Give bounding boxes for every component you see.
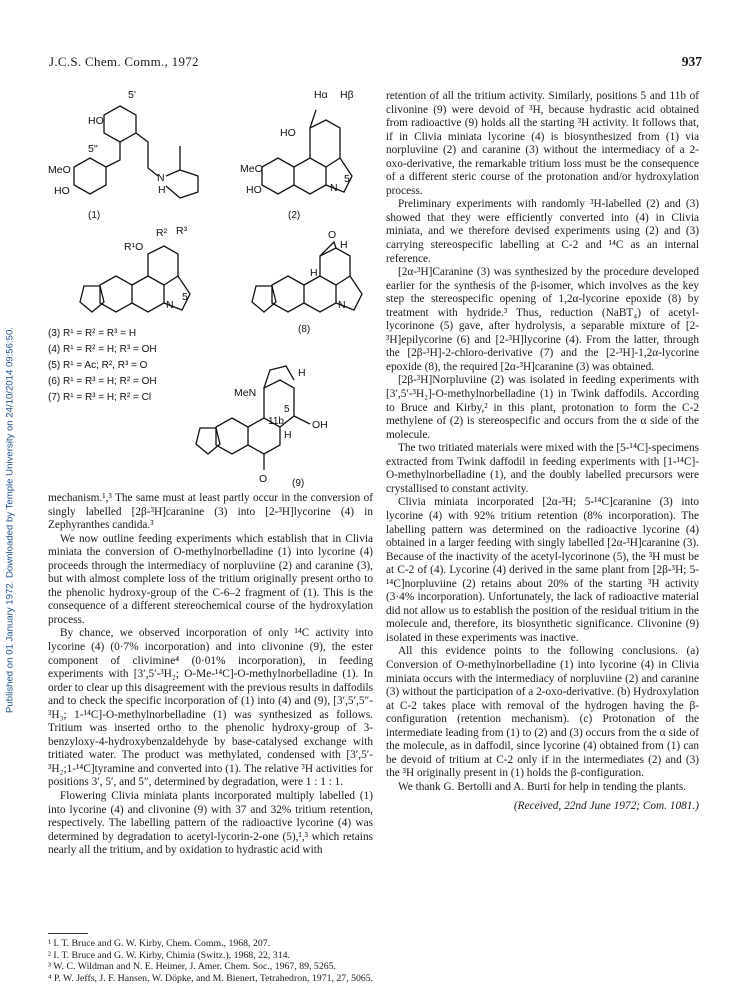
paragraph: Flowering Clivia miniata plants incorporated multiply labelled (1) into lycorine (4) and clivonine (9) with 37 and 32% tritium retention, respectively. The labelling pattern of the radioactive lycorine (4) was determined by degradation to acetyl-lycorin-2-one (5),¹,³ which retains nearly all the tritium, and by oxidation to hydrastic acid with (48, 790, 373, 857)
legend-line-4: (4) R¹ = R² = H; R³ = OH (48, 344, 157, 355)
label-meo-2: MeO (240, 163, 263, 175)
label-o-9: O (259, 473, 268, 485)
label-n-8: N (338, 299, 346, 311)
legend-line-7: (7) R¹ = R³ = H; R² = Cl (48, 392, 152, 403)
legend-line-3: (3) R¹ = R² = R³ = H (48, 328, 137, 339)
footnote-rule (48, 933, 88, 934)
label-h-9: H (298, 367, 306, 379)
page-number: 937 (681, 54, 702, 69)
label-n-3: N (166, 299, 174, 311)
paragraph: All this evidence points to the following conclusions. (a) Conversion of O-methylnorbelladine (1) into lycorine (4) in Clivia miniata occurs with the intermediacy of norpluviine (2) and caranine (3) without the participation of a 2-oxo-derivative. (b) Hydroxylation at C-2 takes place with removal of the hydrogen having the β-configuration (retention mechanism). (c) Protonation of the intermediate leading from (1) to (2) and (3) occurs from the α side of the molecule, as in daffodil, since lycorine (4) obtained from (1) can be devoid of tritium at C-2 only if in the intermediates (2) and (3) the ³H originally present in (1) holds the β-configuration. (386, 645, 699, 780)
label-h-9b: H (284, 429, 292, 441)
label-5prime: 5' (128, 89, 136, 101)
journal-header: J.C.S. Chem. Comm., 1972 (49, 54, 199, 69)
label-ho-4: HO (246, 184, 262, 196)
label-ho-1: HO (88, 115, 104, 127)
structures-svg (48, 76, 378, 488)
label-r1o: R¹O (124, 241, 144, 253)
label-5-3: 5 (182, 291, 188, 303)
structure-2 (262, 110, 352, 194)
left-column (48, 492, 373, 858)
footnote: ¹ I. T. Bruce and G. W. Kirby, Chem. Comm., 1968, 207. (48, 938, 271, 949)
footnote: ² I. T. Bruce and G. W. Kirby, Chimia (Switz.), 1968, 22, 314. (48, 949, 290, 961)
label-h-8b: H (310, 267, 318, 279)
label-men: MeN (234, 387, 257, 399)
chemical-structures-figure (48, 76, 378, 488)
paragraph: By chance, we observed incorporation of only ¹⁴C activity into lycorine (4) (0·7% incorporation) and into clivonine (9), the ester component of clivimine⁴ (0·01% incorporation), in feeding experiments with [3′,5′-³H₂; O-Me-¹⁴C]-O-methylnorbelladine (1). In order to clear up this disagreement with the previous results in daffodils and to check the specific incorporation of (1) into (4) and (9), [3′,5′,5″-³H₃; 1-¹⁴C]-O-methylnorbelladine (1) was synthesized as follows. Tritium was inserted ortho to the phenolic hydroxy-group of 3-benzyloxy-4-hydroxybenzaldehyde by base-catalysed exchange with tritiated water. The product was methylated, condensed with [3′,5′-³H₂;1-¹⁴C]tyramine and converted into (1). The relative ³H activities for positions 3′, 5′, and 5″, determined by degradation, were 1 : 1 : 1. (48, 627, 373, 789)
label-11b: 11b (268, 416, 284, 427)
paragraph: The two tritiated materials were mixed with the [5-¹⁴C]-specimens extracted from Twink daffodil in feeding experiments with [1-¹⁴C]-O-methylnorbelladine (1), and the doubly labelled precursors were crystallised to constant activity. (386, 442, 699, 495)
label-5-2: 5 (344, 173, 350, 185)
label-h-alpha: Hα (314, 89, 328, 101)
compound-1-label: (1) (88, 210, 101, 221)
paragraph: [2α-³H]Caranine (3) was synthesized by the procedure developed earlier for the synthesis of the β-isomer, which involves as the key step the stereospecific opening of 1,2α-lycorine epoxide (8) by treatment with hydride.³ Thus, reduction (NaBT₄) of acetyl-lycorinone (5) gave, after hydrolysis, a separable mixture of [2-³H]epilycorine (6) and [2-³H]lycorine (4). From the latter, through the [2β-³H]-2-chloro-derivative (7) and the [2-³H]-1,2α-lycorine epoxide (8), the required [2α-³H]caranine (3) was obtained. (386, 266, 699, 373)
label-o-8: O (328, 229, 337, 241)
label-h-beta: Hβ (340, 89, 354, 101)
paragraph: [2β-³H]Norpluviine (2) was isolated in feeding experiments with [3′,5′-³H₂]-O-methylnorbelladine (1) in Twink daffodils. According to Bruce and Kirby,² in this plant, protonation to form the C-2 methylene of (2) is stereospecific and occurs from the α side of the molecule. (386, 374, 699, 441)
label-h-8a: H (340, 239, 348, 251)
label-n-2: N (330, 182, 338, 194)
received-date: (Received, 22nd June 1972; Com. 1081.) (513, 800, 699, 813)
compound-9-label: (9) (292, 478, 305, 488)
footnotes (48, 938, 698, 984)
legend-line-5: (5) R¹ = Ac; R², R³ = O (48, 360, 148, 371)
paragraph: mechanism.¹,³ The same must at least partly occur in the conversion of singly labelled [2β-³H]caranine (3) into [2-³H]lycorine (4) in Zephyranthes candida.³ (48, 492, 373, 532)
paragraph: Preliminary experiments with randomly ³H-labelled (2) and (3) showed that they were efficiently converted into (4) in Clivia miniata, and we therefore devised experiments using (2) and (3) carrying stereospecific labelling at C-2 and ¹⁴C as an internal reference. (386, 198, 699, 265)
paragraph: We thank G. Bertolli and A. Burti for help in tending the plants. (398, 780, 687, 793)
label-oh-9: OH (312, 419, 328, 431)
legend-line-6: (6) R¹ = R³ = H; R² = OH (48, 376, 157, 387)
right-column (386, 90, 699, 814)
label-r2: R² (156, 227, 168, 239)
paragraph: retention of all the tritium activity. Similarly, positions 5 and 11b of clivonine (9) were devoid of ³H, because hydrastic acid obtained from radioactive (9) holds all the starting ³H activity. It follows that, if in Clivia miniata lycorine (4) is biosynthesized from (1) via norpluviine (2) and caranine (3) without the intermediacy of a 2-oxo-derivative, the remarkable tritium loss must be the consequence of a different steric course of the protonation and/or hydroxylation process. (386, 90, 699, 197)
label-5dprime: 5'' (88, 143, 98, 155)
paragraph: Clivia miniata incorporated [2α-³H; 5-¹⁴C]caranine (3) into lycorine (4) with 92% tritium retention (8% incorporation). The labelling pattern was determined on the radioactive lycorine (4) obtained in a larger feeding with singly labelled [2α-³H]caranine (3). Because of the inactivity of the acetyl-lycorinone (5), the ³H must be at C-2 of (4). Lycorine (4) derived in the same plant from [2β-³H; 5-¹⁴C]norpluviine (2) retains about 20% of the starting ³H activity (3·4% incorporation). Unfortunately, the lack of radioactive material did not allow us to establish the position of the residual tritium in the molecule and, therefore, its biosynthetic significance. Clivonine (9) isolated in these experiments was inactive. (386, 496, 699, 644)
compound-8-label: (8) (298, 324, 311, 335)
label-r3: R³ (176, 225, 188, 237)
compound-2-label: (2) (288, 210, 301, 221)
download-sidebar (3, 200, 17, 840)
label-5-9: 5 (284, 404, 290, 415)
label-meo-1: MeO (48, 164, 71, 176)
label-n-1: N (157, 172, 165, 184)
label-h-1: H (158, 184, 166, 196)
structure-9 (196, 366, 310, 470)
label-ho-3: HO (280, 127, 296, 139)
label-ho-2: HO (54, 185, 70, 197)
footnote: ⁴ P. W. Jeffs, J. F. Hansen, W. Döpke, and M. Bienert, Tetrahedron, 1971, 27, 5065. (48, 972, 374, 984)
footnote: ³ W. C. Wildman and N. E. Heimer, J. Amer. Chem. Soc., 1967, 89, 5265. (48, 961, 336, 972)
download-note[interactable]: Published on 01 January 1972. Downloaded by Temple University on 24/10/2014 09:56:50. (4, 327, 16, 713)
paragraph: We now outline feeding experiments which establish that in Clivia miniata the conversion of O-methylnorbelladine (1) into lycorine (4) proceeds through the intermediacy of norpluviine (2) and caranine (3), but with almost complete loss of the tritium originally present ortho to the phenolic hydroxy-group of the C-6–2 fragment of (1). This is the consequence of a different stereochemical course of the hydroxylation process. (48, 532, 373, 626)
